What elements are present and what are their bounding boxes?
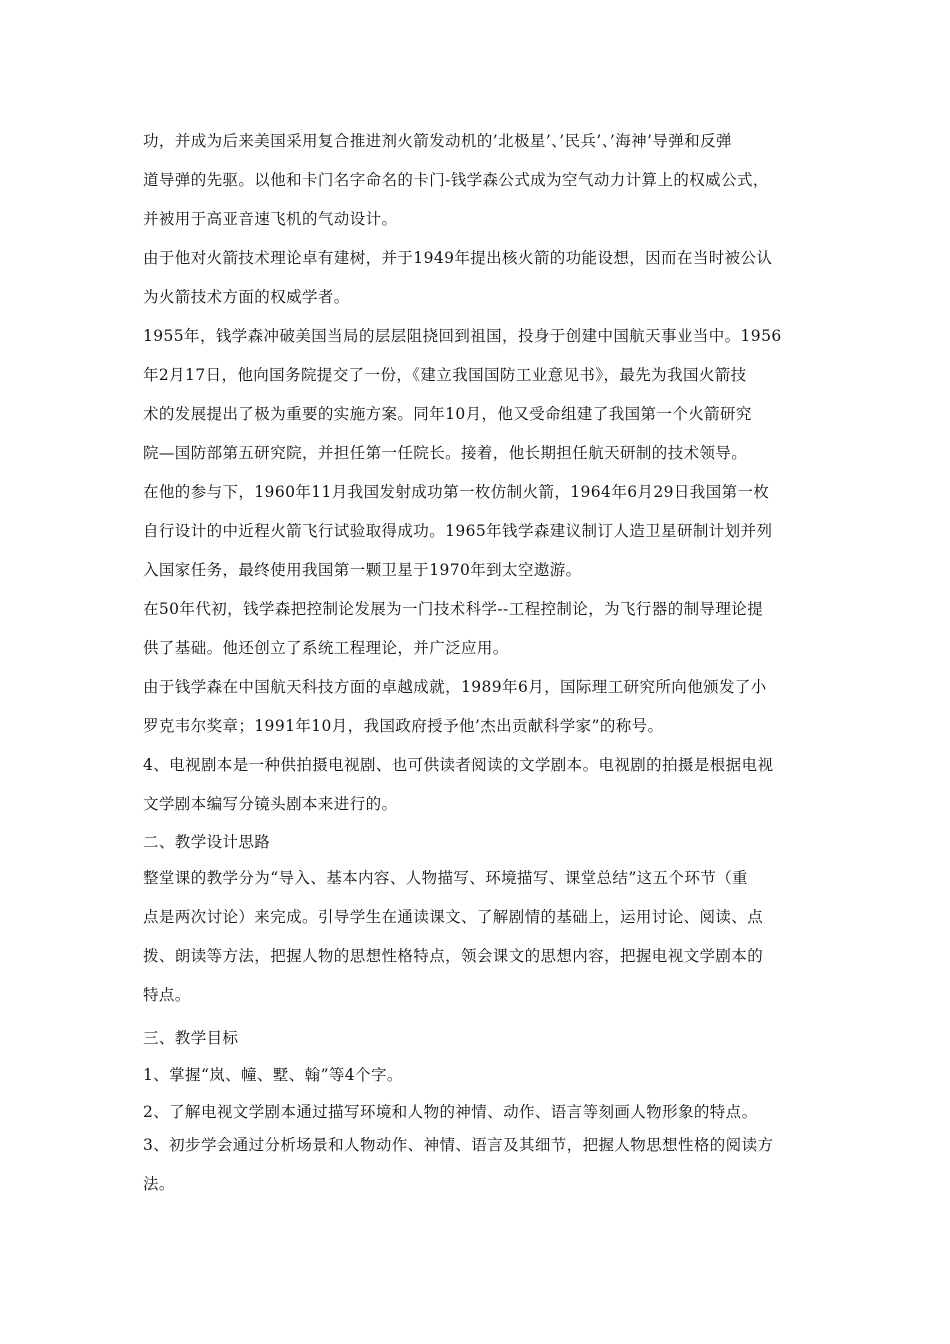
text-line: 4、电视剧本是一种供拍摄电视剧、也可供读者阅读的文学剧本。电视剧的拍摄是根据电视 <box>143 756 774 774</box>
text-line: 特点。 <box>143 986 191 1004</box>
paragraph-return-to-china <box>143 317 823 473</box>
text-line: 道导弹的先驱。以他和卡门名字命名的卡门-钱学森公式成为空气动力计算上的权威公式， <box>143 171 769 189</box>
paragraph-rocket-launches <box>143 473 823 590</box>
paragraph-control-theory <box>143 590 823 668</box>
text-line: 在50年代初，钱学森把控制论发展为一门技术科学--工程控制论，为飞行器的制导理论提 <box>143 600 764 618</box>
paragraph-awards <box>143 668 823 746</box>
paragraph-qian-achievements-missiles <box>143 122 823 239</box>
paragraph-nuclear-rocket <box>143 239 823 317</box>
section-heading: 二、教学设计思路 <box>143 833 271 851</box>
section-heading-teaching-goals <box>143 1023 823 1053</box>
goal-item-3 <box>143 1126 823 1204</box>
text-line: 1、掌握“岚、幢、墅、翰”等4个字。 <box>143 1066 403 1084</box>
text-line: 1955年，钱学森冲破美国当局的层层阻挠回到祖国，投身于创建中国航天事业当中。1956 <box>143 327 782 345</box>
text-line: 术的发展提出了极为重要的实施方案。同年10月，他又受命组建了我国第一个火箭研究 <box>143 405 752 423</box>
paragraph-design-approach <box>143 859 823 1015</box>
text-line: 2、了解电视文学剧本通过描写环境和人物的神情、动作、语言等刻画人物形象的特点。 <box>143 1103 758 1121</box>
text-line: 自行设计的中近程火箭飞行试验取得成功。1965年钱学森建议制订人造卫星研制计划并列 <box>143 522 773 540</box>
text-line: 由于钱学森在中国航天科技方面的卓越成就，1989年6月，国际理工研究所向他颁发了小 <box>143 678 767 696</box>
section-heading-design-approach <box>143 827 823 857</box>
text-line: 院—国防部第五研究院，并担任第一任院长。接着，他长期担任航天研制的技术领导。 <box>143 444 748 462</box>
text-line: 年2月17日，他向国务院提交了一份，《建立我国国防工业意见书》，最先为我国火箭技 <box>143 366 747 384</box>
section-heading: 三、教学目标 <box>143 1029 239 1047</box>
text-line: 罗克韦尔奖章；1991年10月，我国政府授予他’杰出贡献科学家”的称号。 <box>143 717 664 735</box>
text-line: 文学剧本编写分镜头剧本来进行的。 <box>143 795 398 813</box>
goal-item-2 <box>143 1097 823 1127</box>
text-line: 并被用于高亚音速飞机的气动设计。 <box>143 210 398 228</box>
text-line: 入国家任务，最终使用我国第一颗卫星于1970年到太空遨游。 <box>143 561 582 579</box>
text-line: 拨、朗读等方法，把握人物的思想性格特点，领会课文的思想内容，把握电视文学剧本的 <box>143 947 764 965</box>
text-line: 3、初步学会通过分析场景和人物动作、神情、语言及其细节，把握人物思想性格的阅读方 <box>143 1136 774 1154</box>
text-line: 法。 <box>143 1175 175 1193</box>
text-line: 在他的参与下，1960年11月我国发射成功第一枚仿制火箭，1964年6月29日我国第一枚 <box>143 483 770 501</box>
text-line: 功，并成为后来美国采用复合推进剂火箭发动机的’北极星’、’民兵’、’海神’导弹和反弹 <box>143 132 732 150</box>
paragraph-tv-script-note <box>143 746 823 824</box>
text-line: 供了基础。他还创立了系统工程理论，并广泛应用。 <box>143 639 509 657</box>
goal-item-1 <box>143 1060 823 1090</box>
text-line: 由于他对火箭技术理论卓有建树，并于1949年提出核火箭的功能设想，因而在当时被公认 <box>143 249 773 267</box>
text-line: 为火箭技术方面的权威学者。 <box>143 288 350 306</box>
text-line: 点是两次讨论）来完成。引导学生在通读课文、了解剧情的基础上，运用讨论、阅读、点 <box>143 908 764 926</box>
text-line: 整堂课的教学分为“导入、基本内容、人物描写、环境描写、课堂总结”这五个环节（重 <box>143 869 748 887</box>
